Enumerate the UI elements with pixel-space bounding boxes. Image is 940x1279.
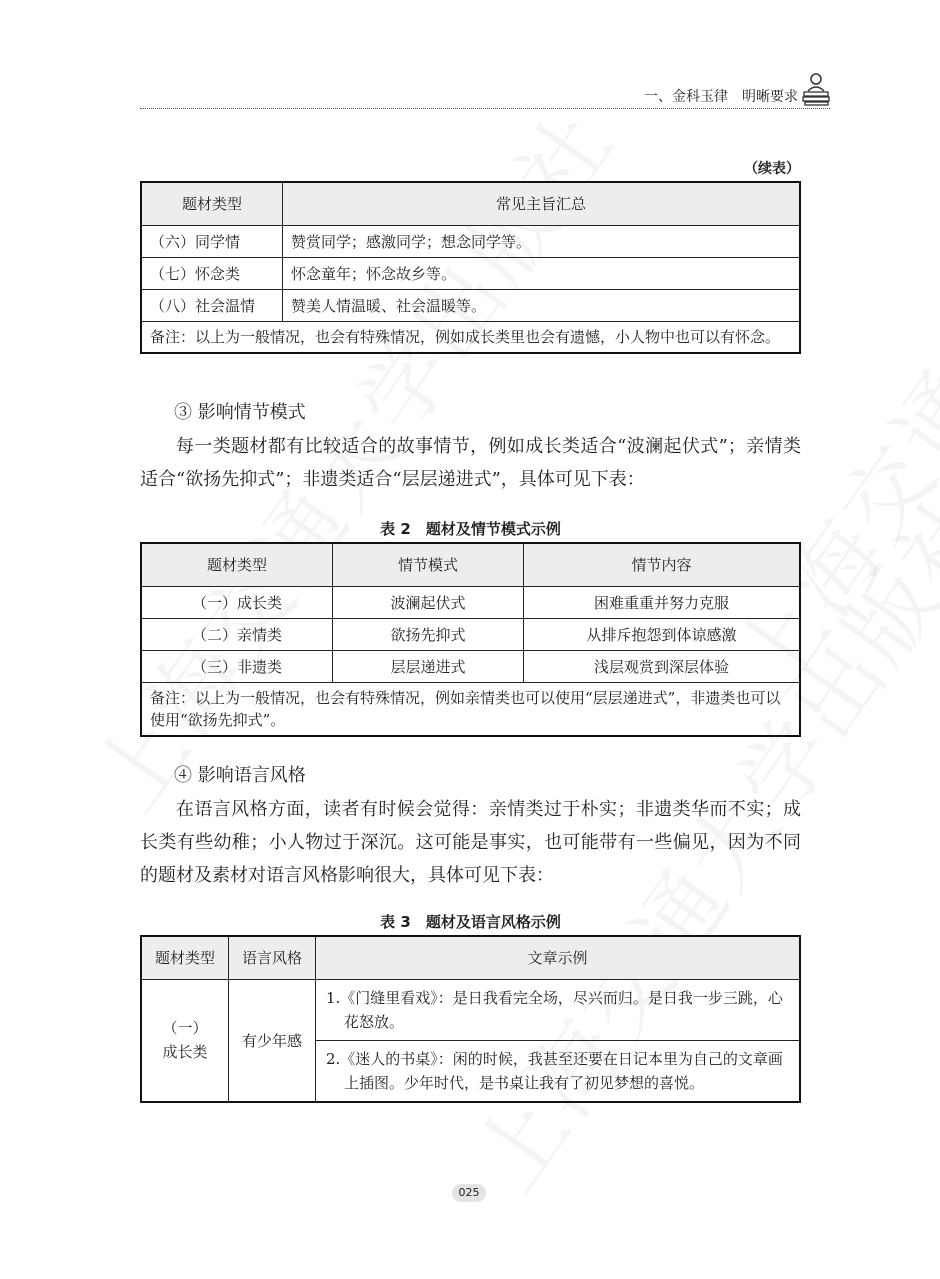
theme-type-number: （一） bbox=[162, 1019, 208, 1037]
theme-summary-table bbox=[140, 181, 801, 354]
language-style-table bbox=[140, 935, 801, 1103]
plot-content-cell: 浅层观赏到深层体验 bbox=[524, 650, 801, 682]
page-number: 025 bbox=[452, 1184, 486, 1202]
header-title: 一、金科玉律 明晰要求 bbox=[644, 89, 798, 105]
column-header: 情节模式 bbox=[333, 543, 524, 586]
section-heading: ③ 影响情节模式 bbox=[174, 402, 306, 423]
table-row bbox=[141, 979, 800, 1040]
plot-content-cell: 困难重重并努力克服 bbox=[524, 586, 801, 618]
theme-type-cell: （七）怀念类 bbox=[141, 257, 283, 289]
theme-type-cell: （二）亲情类 bbox=[141, 618, 333, 650]
table-row bbox=[141, 650, 800, 682]
column-header: 文章示例 bbox=[316, 936, 801, 979]
column-header: 语言风格 bbox=[229, 936, 316, 979]
table-row bbox=[141, 586, 800, 618]
example-cell: 2.《迷人的书桌》：闲的时候，我甚至还要在日记本里为自己的文章画上插图。少年时代，是书桌让我有了初见梦想的喜悦。 bbox=[316, 1040, 801, 1102]
theme-summary-cell: 赞美人情温暖、社会温暖等。 bbox=[283, 289, 801, 321]
column-header: 题材类型 bbox=[141, 936, 229, 979]
table-caption: 表 2 题材及情节模式示例 bbox=[380, 520, 561, 538]
plot-pattern-table bbox=[140, 542, 801, 737]
plot-content-cell: 从排斥抱怨到体谅感激 bbox=[524, 618, 801, 650]
table-row bbox=[141, 257, 800, 289]
table-row bbox=[141, 289, 800, 321]
table-header-row bbox=[141, 182, 800, 225]
theme-type-cell: （一）成长类 bbox=[141, 586, 333, 618]
theme-type-cell: （三）非遗类 bbox=[141, 650, 333, 682]
continued-label: （续表） bbox=[744, 161, 800, 177]
table-header-row bbox=[141, 936, 800, 979]
plot-pattern-cell: 层层递进式 bbox=[333, 650, 524, 682]
table-caption: 表 3 题材及语言风格示例 bbox=[380, 913, 561, 931]
plot-pattern-cell: 波澜起伏式 bbox=[333, 586, 524, 618]
theme-summary-cell: 怀念童年；怀念故乡等。 bbox=[283, 257, 801, 289]
books-reader-icon bbox=[802, 72, 830, 106]
section-paragraph: 在语言风格方面，读者有时候会觉得：亲情类过于朴实；非遗类华而不实；成长类有些幼稚；小人物过于深沉。这可能是事实，也可能带有一些偏见，因为不同的题材及素材对语言风格影响很大，具体可见下表： bbox=[140, 799, 801, 886]
column-header: 情节内容 bbox=[524, 543, 801, 586]
table-row bbox=[141, 225, 800, 257]
section-heading: ④ 影响语言风格 bbox=[174, 765, 306, 786]
theme-summary-cell: 赞赏同学；感激同学；想念同学等。 bbox=[283, 225, 801, 257]
table-row bbox=[141, 618, 800, 650]
table-note-row bbox=[141, 321, 800, 353]
language-style-cell: 有少年感 bbox=[229, 979, 316, 1102]
table-header-row bbox=[141, 543, 800, 586]
page-header bbox=[140, 82, 830, 109]
table-note: 备注：以上为一般情况，也会有特殊情况，例如亲情类也可以使用“层层递进式”，非遗类也可以使用“欲扬先抑式”。 bbox=[141, 682, 800, 736]
plot-pattern-cell: 欲扬先抑式 bbox=[333, 618, 524, 650]
column-header: 题材类型 bbox=[141, 543, 333, 586]
theme-type-name: 成长类 bbox=[162, 1043, 208, 1061]
theme-type-cell bbox=[141, 979, 229, 1102]
section-paragraph: 每一类题材都有比较适合的故事情节，例如成长类适合“波澜起伏式”；亲情类适合“欲扬先抑式”；非遗类适合“层层递进式”，具体可见下表： bbox=[140, 436, 801, 490]
column-header: 常见主旨汇总 bbox=[283, 182, 801, 225]
table-note: 备注：以上为一般情况，也会有特殊情况，例如成长类里也会有遗憾，小人物中也可以有怀念。 bbox=[141, 321, 800, 353]
theme-type-cell: （六）同学情 bbox=[141, 225, 283, 257]
theme-type-cell: （八）社会温情 bbox=[141, 289, 283, 321]
table-note-row bbox=[141, 682, 800, 736]
column-header: 题材类型 bbox=[141, 182, 283, 225]
example-cell: 1.《门缝里看戏》：是日我看完全场，尽兴而归。是日我一步三跳，心花怒放。 bbox=[316, 979, 801, 1040]
